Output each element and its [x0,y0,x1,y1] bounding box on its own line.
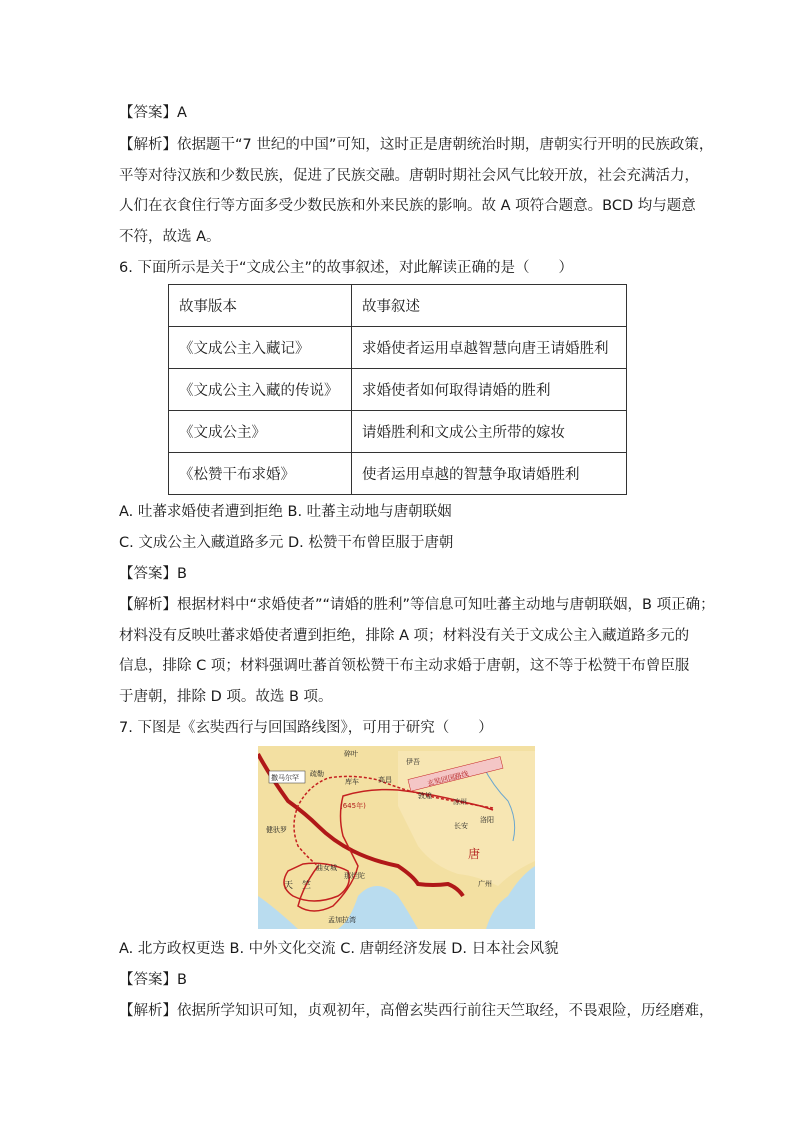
map-label-changan: 长安 [454,822,468,830]
q5-analysis-line-1: 【解析】依据题干“7 世纪的中国”可知，这时正是唐朝统治时期，唐朝实行开明的民族政策， [119,137,714,153]
table-cell: 求婚使者运用卓越智慧向唐王请婚胜利 [352,327,627,369]
map-label-tang: 唐 [468,847,481,861]
map-year-label: (645年) [340,802,366,810]
q5-analysis-line-2: 平等对待汉族和少数民族，促进了民族交融。唐朝时期社会风气比较开放，社会充满活力， [119,168,699,184]
story-table [168,284,627,495]
map-label-nalanda: 那烂陀 [344,872,365,880]
table-row [169,411,627,453]
table-cell: 使者运用卓越的智慧争取请婚胜利 [352,453,627,495]
map-label-luoyang: 洛阳 [480,816,494,824]
q6-analysis-line-4: 于唐朝，排除 D 项。故选 B 项。 [119,689,333,705]
map-label-suiye: 碎叶 [344,750,358,758]
map-label-dunhuang: 敦煌 [418,792,432,800]
q6-options-line-1: A. 吐蕃求婚使者遭到拒绝 B. 吐蕃主动地与唐朝联姻 [119,504,452,520]
table-cell: 请婚胜利和文成公主所带的嫁妆 [352,411,627,453]
map-label-bay: 孟加拉湾 [328,916,356,924]
xuanzang-route-map [258,746,535,929]
table-cell: 《松赞干布求婚》 [169,453,352,495]
table-cell: 《文成公主入藏的传说》 [169,369,352,411]
q7-analysis-line-1: 【解析】依据所学知识可知，贞观初年，高僧玄奘西行前往天竺取经，不畏艰险，历经磨难， [119,1003,714,1019]
q5-analysis-line-3: 人们在衣食住行等方面多受少数民族和外来民族的影响。故 A 项符合题意。BCD 均与题意 [119,198,696,214]
map-label-gaochang: 高昌 [378,776,392,784]
table-row [169,369,627,411]
q7-answer: 【答案】B [119,972,187,988]
table-header-row [169,285,627,327]
q7-stem: 7. 下图是《玄奘西行与回国路线图》，可用于研究（ ） [119,720,493,736]
q5-answer: 【答案】A [119,105,187,121]
table-row [169,327,627,369]
q6-analysis-line-3: 信息，排除 C 项；材料强调吐蕃首领松赞干布主动求婚于唐朝，这不等于松赞干布曾臣服 [119,658,690,674]
map-label-kucha: 库车 [345,778,359,786]
map-label-tianzhu: 天 竺 [284,881,312,891]
table-header-cell: 故事叙述 [352,285,627,327]
map-label-liangzhou: 凉州 [453,798,467,806]
map-label-qutuobuluo: 健驮罗 [266,826,287,834]
map-label-guangzhou: 广州 [478,880,492,888]
map-label-samarkand: 撒马尔罕 [271,774,299,782]
q6-stem: 6. 下面所示是关于“文成公主”的故事叙述，对此解读正确的是（ ） [119,260,573,276]
table-row [169,453,627,495]
map-route-label: 玄奘回国路线 [426,769,470,788]
table-cell: 求婚使者如何取得请婚的胜利 [352,369,627,411]
q5-analysis-line-4: 不符，故选 A。 [119,229,221,245]
table-cell: 《文成公主入藏记》 [169,327,352,369]
table-header-cell: 故事版本 [169,285,352,327]
q6-analysis-line-2: 材料没有反映吐蕃求婚使者遭到拒绝，排除 A 项；材料没有关于文成公主入藏道路多元的 [119,628,690,644]
map-label-qunuyi: 曲女城 [316,864,337,872]
q6-options-line-2: C. 文成公主入藏道路多元 D. 松赞干布曾臣服于唐朝 [119,535,454,551]
q6-answer: 【答案】B [119,566,187,582]
q7-options: A. 北方政权更迭 B. 中外文化交流 C. 唐朝经济发展 D. 日本社会风貌 [119,941,559,957]
map-label-shule: 疏勒 [310,770,324,778]
map-label-yiwu: 伊吾 [406,758,420,766]
q6-analysis-line-1: 【解析】根据材料中“求婚使者”“请婚的胜利”等信息可知吐蕃主动地与唐朝联姻，B 项正确； [119,597,715,613]
table-cell: 《文成公主》 [169,411,352,453]
